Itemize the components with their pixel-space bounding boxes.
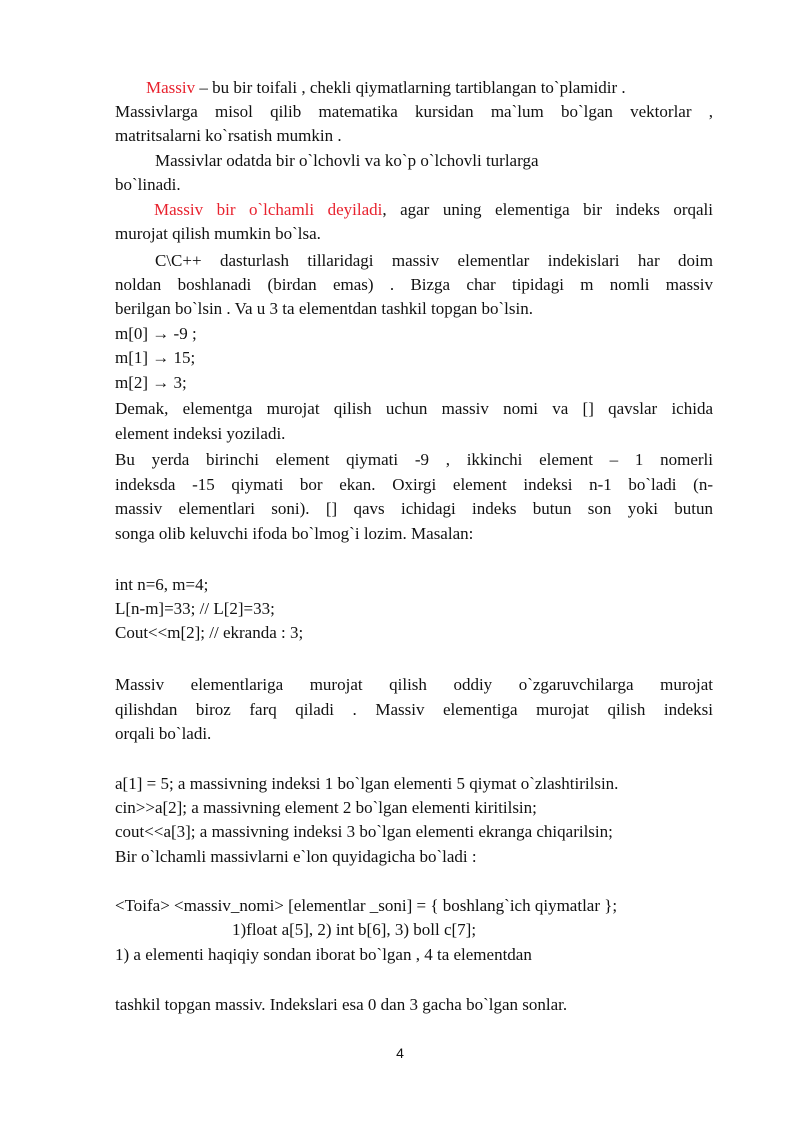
declaration-samples: 1)float a[5], 2) int b[6], 3) boll c[7];: [232, 920, 477, 939]
declaration-note-2: tashkil topgan massiv. Indekslari esa 0 dan 3 gacha bo`lgan sonlar.: [115, 995, 568, 1014]
access-line-1: Demak, elementga murojat qilish uchun massiv nomi va [] qavslar ichida: [115, 399, 713, 418]
statement-line-2: cin>>a[2]; a massivning element 2 bo`lgan elementi kiritilsin;: [115, 798, 537, 817]
declaration-syntax: <Toifa> <massiv_nomi> [elementlar _soni] = { boshlang`ich qiymatlar };: [115, 896, 618, 915]
explain-line-4: songa olib keluvchi ifoda bo`lmog`i lozim. Masalan:: [115, 524, 474, 543]
code-line-3: Cout<<m[2]; // ekranda : 3;: [115, 623, 304, 642]
types-line-2: bo`linadi.: [115, 175, 181, 194]
statement-line-3: cout<<a[3]; a massivning indeksi 3 bo`lgan elementi ekranga chiqarilsin;: [115, 822, 613, 841]
example-line-2: m[1] → 15;: [115, 348, 196, 367]
access-line-2: element indeksi yoziladi.: [115, 424, 286, 443]
example-line-3: m[2] → 3;: [115, 373, 187, 392]
compare-line-3: orqali bo`ladi.: [115, 724, 212, 743]
explain-line-3: massiv elementlari soni). [] qavs ichidagi indeks butun son yoki butun: [115, 499, 713, 518]
indexing-line-1: C\C++ dasturlash tillaridagi massiv elementlar indekislari har doim: [155, 251, 713, 270]
code-line-2: L[n-m]=33; // L[2]=33;: [115, 599, 275, 618]
definition-line-2: Massivlarga misol qilib matematika kursidan ma`lum bo`lgan vektorlar ,: [115, 102, 713, 121]
compare-line-1: Massiv elementlariga murojat qilish oddiy o`zgaruvchilarga murojat: [115, 675, 713, 694]
one-dim-term: Massiv bir o`lchamli deyiladi: [154, 200, 383, 219]
definition-line-3: matritsalarni ko`rsatish mumkin .: [115, 126, 342, 145]
example-line-1: m[0] → -9 ;: [115, 324, 197, 343]
compare-line-2: qilishdan biroz farq qiladi . Massiv elementiga murojat qilish indeksi: [115, 700, 713, 719]
page-number: 4: [396, 1045, 404, 1061]
indexing-line-2: noldan boshlanadi (birdan emas) . Bizga char tipidagi m nomli massiv: [115, 275, 713, 294]
statement-line-4: Bir o`lchamli massivlarni e`lon quyidagicha bo`ladi :: [115, 847, 477, 866]
definition-line-1: [115, 76, 713, 100]
one-dim-line-1: [115, 198, 713, 222]
definition-text: – bu bir toifali , chekli qiymatlarning tartiblangan to`plamidir .: [195, 78, 626, 97]
code-line-1: int n=6, m=4;: [115, 575, 209, 594]
explain-line-1: Bu yerda birinchi element qiymati -9 , ikkinchi element – 1 nomerli: [115, 450, 713, 469]
statement-line-1: a[1] = 5; a massivning indeksi 1 bo`lgan elementi 5 qiymat o`zlashtirilsin.: [115, 774, 619, 793]
declaration-note-1: 1) a elementi haqiqiy sondan iborat bo`lgan , 4 ta elementdan: [115, 945, 532, 964]
term-massiv: Massiv: [146, 78, 196, 97]
indexing-line-3: berilgan bo`lsin . Va u 3 ta elementdan tashkil topgan bo`lsin.: [115, 299, 533, 318]
one-dim-line-2: murojat qilish mumkin bo`lsa.: [115, 224, 321, 243]
explain-line-2: indeksda -15 qiymati bor ekan. Oxirgi element indeksi n-1 bo`ladi (n-: [115, 475, 713, 494]
one-dim-text: , agar uning elementiga bir indeks orqali: [382, 200, 713, 219]
types-line-1: Massivlar odatda bir o`lchovli va ko`p o`lchovli turlarga: [155, 151, 539, 170]
